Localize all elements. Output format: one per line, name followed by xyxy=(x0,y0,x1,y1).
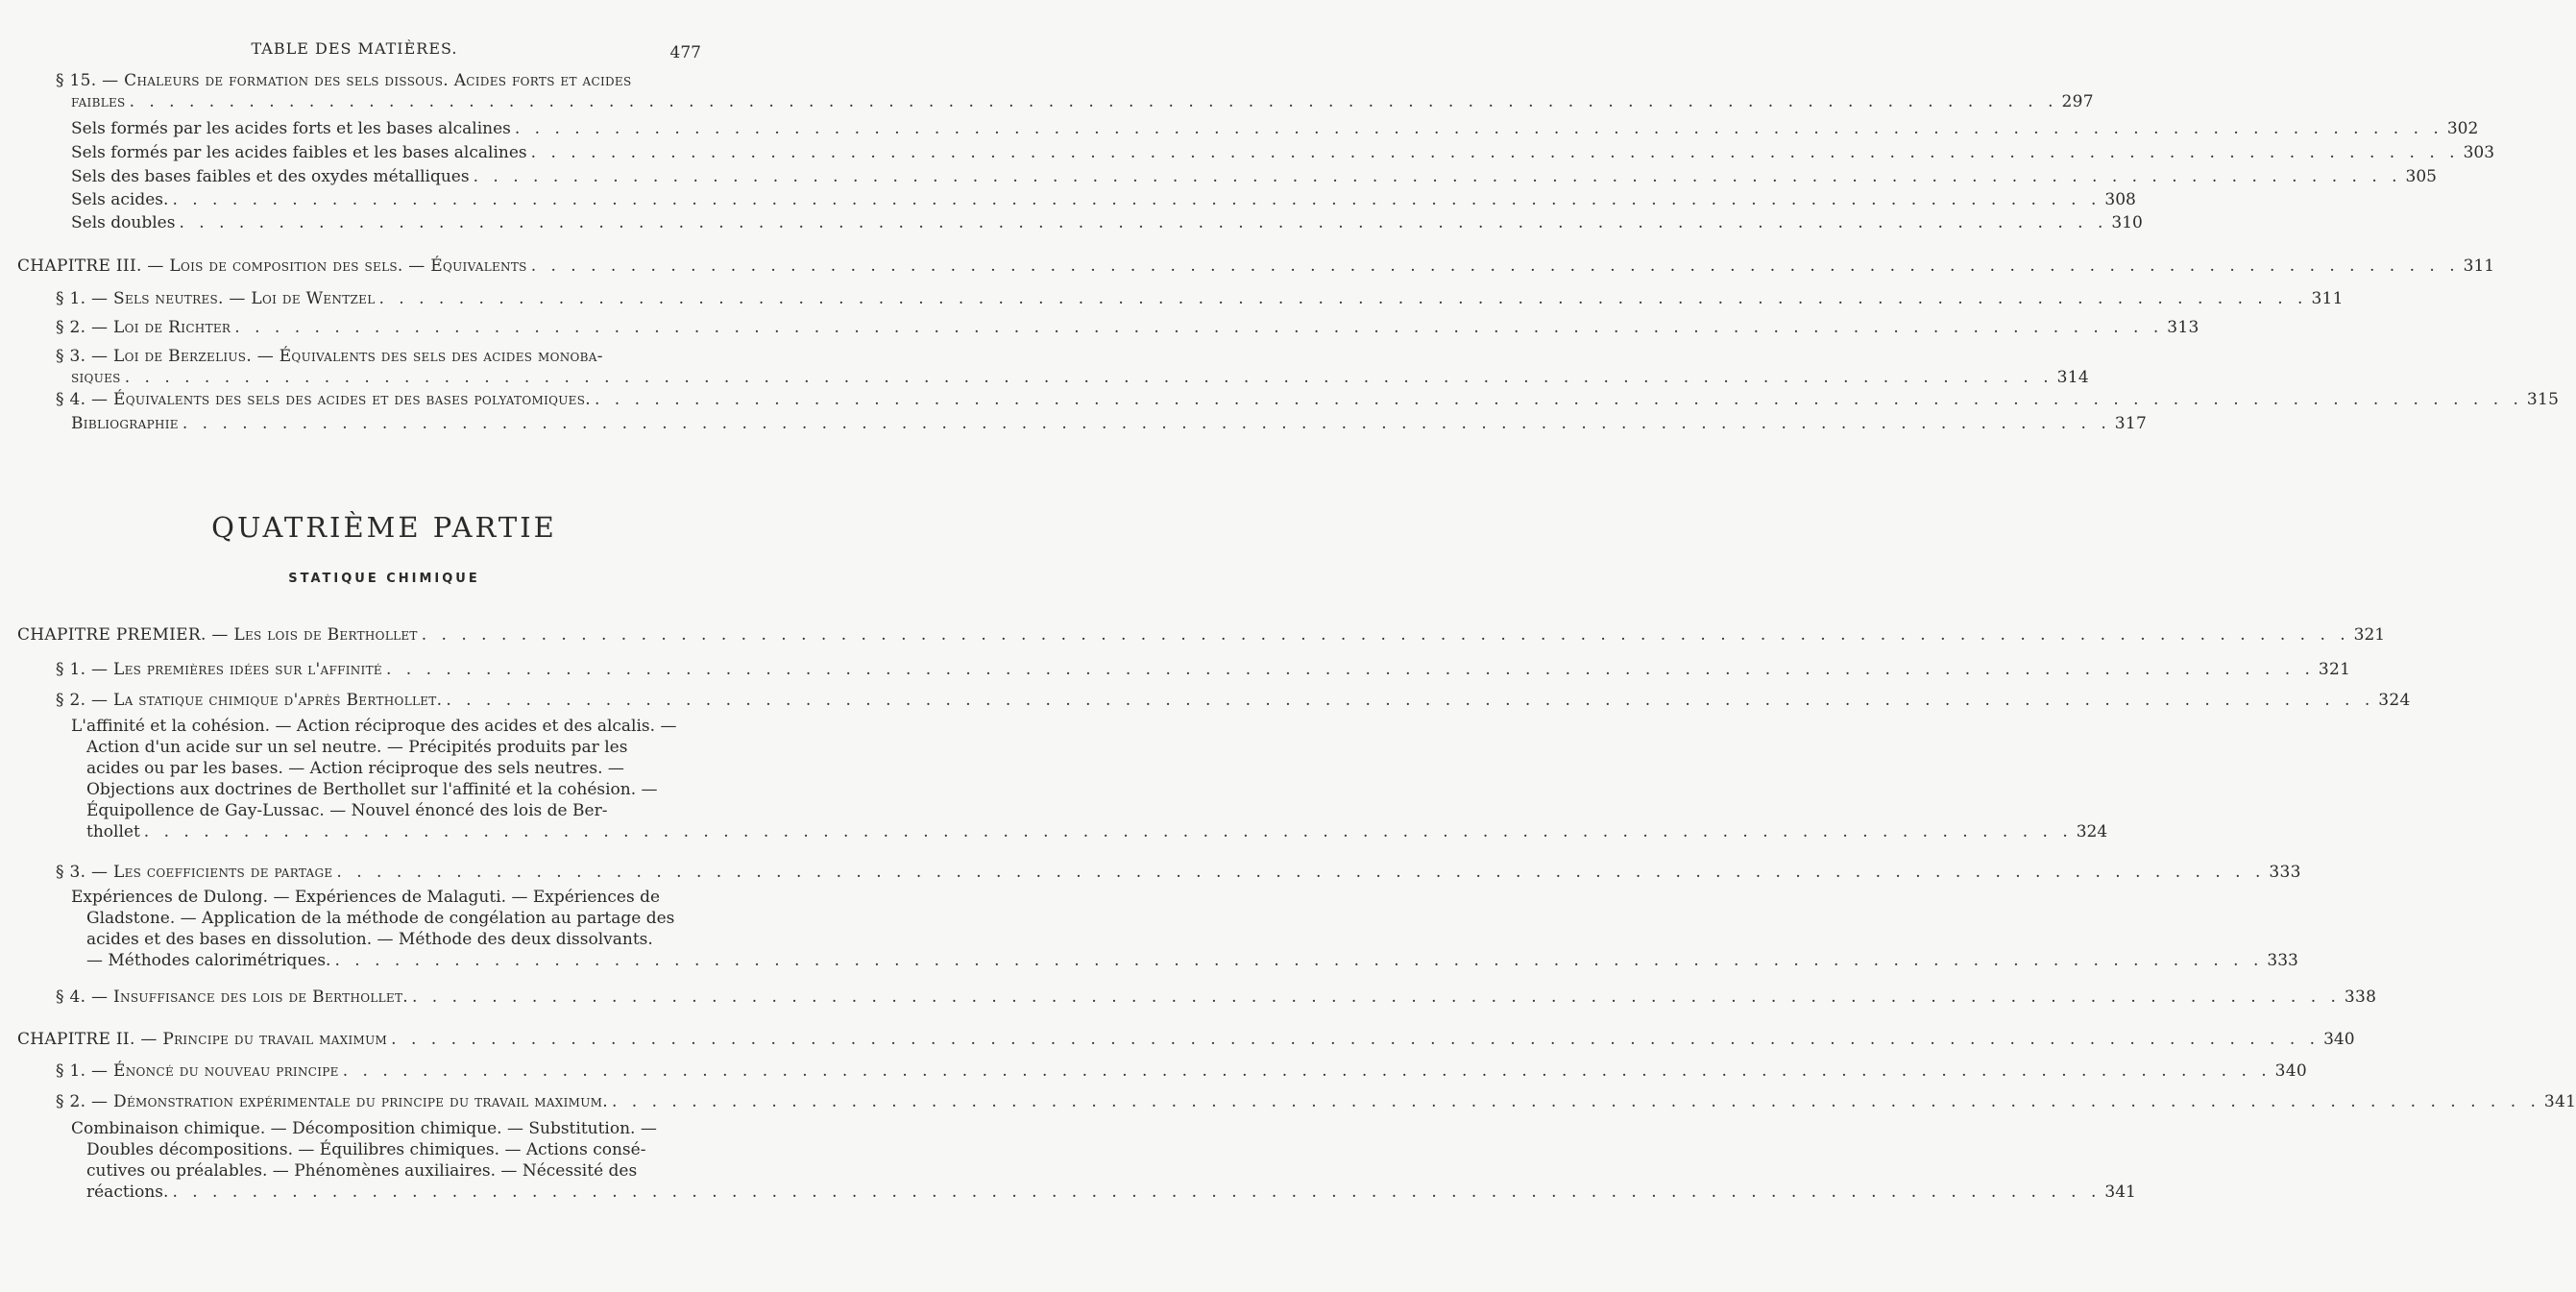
summary-line: Gladstone. — Application de la méthode de congélation au partage des xyxy=(86,909,675,928)
toc-page-number: 324 xyxy=(2076,822,2108,841)
leader-dots: . . . . . . . . . . . . . . . . . . . . . . . . . . . . . . . . . . . . . . . . . . . . . . . . . . . . . . . . . . . . . . . . . . . . . . . . . . . . . . . . . . . . . . . . . . . . . . . . . xyxy=(179,213,2108,232)
toc-entry xyxy=(56,987,2377,1008)
toc-page-number: 333 xyxy=(2269,863,2301,882)
toc-entry-text: § 4. — Insuffisance des lois de Berthollet. xyxy=(56,987,408,1007)
leader-dots: . . . . . . . . . . . . . . . . . . . . . . . . . . . . . . . . . . . . . . . . . . . . . . . . . . . . . . . . . . . . . . . . . . . . . . . . . . . . . . . . . . . . . . . . . . . . . . . . . xyxy=(385,660,2315,679)
toc-entry-text: § 2. — Démonstration expérimentale du principe du travail maximum. xyxy=(56,1092,608,1111)
toc-entry xyxy=(56,1060,2308,1082)
toc-page-number: 305 xyxy=(2405,167,2437,186)
leader-dots: . . . . . . . . . . . . . . . . . . . . . . . . . . . . . . . . . . . . . . . . . . . . . . . . . . . . . . . . . . . . . . . . . . . . . . . . . . . . . . . . . . . . . . . . . . . . . . . . . xyxy=(446,691,2375,710)
summary-line: acides et des bases en dissolution. — Méthode des deux dissolvants. xyxy=(86,930,653,949)
toc-page-number: 311 xyxy=(2311,289,2344,308)
toc-entry xyxy=(56,317,2199,338)
toc-chapter-3 xyxy=(17,256,2495,277)
toc-entry xyxy=(56,288,2344,309)
toc-entry-text: § 1. — Sels neutres. — Loi de Wentzel xyxy=(56,289,376,308)
toc-entry-text: § 3. — Loi de Berzelius. — Équivalents des sels des acides monoba- xyxy=(56,347,603,366)
toc-entry xyxy=(56,1091,2576,1112)
toc-page-number: 321 xyxy=(2353,625,2386,645)
leader-dots: . . . . . . . . . . . . . . . . . . . . . . . . . . . . . . . . . . . . . . . . . . . . . . . . . . . . . . . . . . . . . . . . . . . . . . . . . . . . . . . . . . . . . . . . . . . . . . . . . xyxy=(334,951,2264,970)
leader-dots: . . . . . . . . . . . . . . . . . . . . . . . . . . . . . . . . . . . . . . . . . . . . . . . . . . . . . . . . . . . . . . . . . . . . . . . . . . . . . . . . . . . . . . . . . . . . . . . . . xyxy=(378,289,2308,308)
toc-item-text: Sels acides. xyxy=(71,190,169,209)
toc-entry-text: faibles xyxy=(71,92,126,111)
chapter-title: CHAPITRE III. — Lois de composition des sels. — Équivalents xyxy=(17,256,527,276)
summary-line: réactions. xyxy=(86,1182,169,1202)
toc-summary-paragraph xyxy=(71,716,2108,842)
toc-item-text: Sels formés par les acides forts et les bases alcalines xyxy=(71,119,511,138)
summary-line: cutives ou préalables. — Phénomènes auxiliaires. — Nécessité des xyxy=(86,1161,638,1181)
toc-entry xyxy=(56,862,2301,883)
toc-chapter-2 xyxy=(17,1029,2355,1050)
toc-page-number: 314 xyxy=(2056,368,2089,387)
summary-line: Objections aux doctrines de Berthollet sur l'affinité et la cohésion. — xyxy=(86,780,658,799)
toc-item-text: Sels doubles xyxy=(71,213,176,232)
leader-dots: . . . . . . . . . . . . . . . . . . . . . . . . . . . . . . . . . . . . . . . . . . . . . . . . . . . . . . . . . . . . . . . . . . . . . . . . . . . . . . . . . . . . . . . . . . . . . . . . . xyxy=(172,190,2102,209)
toc-item xyxy=(71,118,2479,139)
toc-entry-text: § 3. — Les coefficients de partage xyxy=(56,863,333,882)
leader-dots: . . . . . . . . . . . . . . . . . . . . . . . . . . . . . . . . . . . . . . . . . . . . . . . . . . . . . . . . . . . . . . . . . . . . . . . . . . . . . . . . . . . . . . . . . . . . . . . . . xyxy=(143,822,2073,841)
toc-item xyxy=(71,212,2143,233)
leader-dots: . . . . . . . . . . . . . . . . . . . . . . . . . . . . . . . . . . . . . . . . . . . . . . . . . . . . . . . . . . . . . . . . . . . . . . . . . . . . . . . . . . . . . . . . . . . . . . . . . xyxy=(530,256,2460,276)
toc-entry-text: § 1. — Énoncé du nouveau principe xyxy=(56,1061,339,1081)
toc-entry-text: siques xyxy=(71,368,121,387)
toc-entry-bibliography xyxy=(71,413,2148,434)
toc-entry xyxy=(56,346,2089,388)
leader-dots: . . . . . . . . . . . . . . . . . . . . . . . . . . . . . . . . . . . . . . . . . . . . . . . . . . . . . . . . . . . . . . . . . . . . . . . . . . . . . . . . . . . . . . . . . . . . . . . . . xyxy=(129,92,2058,111)
leader-dots: . . . . . . . . . . . . . . . . . . . . . . . . . . . . . . . . . . . . . . . . . . . . . . . . . . . . . . . . . . . . . . . . . . . . . . . . . . . . . . . . . . . . . . . . . . . . . . . . . xyxy=(421,625,2350,645)
toc-page-number: 313 xyxy=(2167,318,2199,337)
toc-page-number: 311 xyxy=(2463,256,2495,276)
toc-page-number: 297 xyxy=(2061,92,2094,111)
toc-page-number: 333 xyxy=(2267,951,2298,970)
toc-page-number: 308 xyxy=(2104,190,2136,209)
toc-item-text: Sels formés par les acides faibles et les bases alcalines xyxy=(71,143,527,162)
summary-line: Combinaison chimique. — Décomposition chimique. — Substitution. — xyxy=(71,1119,657,1138)
toc-summary-paragraph xyxy=(71,1118,2136,1203)
toc-page-number: 340 xyxy=(2274,1061,2308,1081)
toc-page-number: 338 xyxy=(2344,987,2377,1007)
toc-page-number: 317 xyxy=(2114,414,2148,433)
toc-page-number: 302 xyxy=(2446,119,2479,138)
toc-page-number: 303 xyxy=(2463,143,2495,162)
leader-dots: . . . . . . . . . . . . . . . . . . . . . . . . . . . . . . . . . . . . . . . . . . . . . . . . . . . . . . . . . . . . . . . . . . . . . . . . . . . . . . . . . . . . . . . . . . . . . . . . . xyxy=(530,143,2460,162)
toc-summary-paragraph xyxy=(71,887,2298,971)
leader-dots: . . . . . . . . . . . . . . . . . . . . . . . . . . . . . . . . . . . . . . . . . . . . . . . . . . . . . . . . . . . . . . . . . . . . . . . . . . . . . . . . . . . . . . . . . . . . . . . . . xyxy=(473,167,2402,186)
summary-line: Équipollence de Gay-Lussac. — Nouvel énoncé des lois de Ber- xyxy=(86,801,608,820)
toc-page-number: 340 xyxy=(2323,1030,2355,1049)
leader-dots: . . . . . . . . . . . . . . . . . . . . . . . . . . . . . . . . . . . . . . . . . . . . . . . . . . . . . . . . . . . . . . . . . . . . . . . . . . . . . . . . . . . . . . . . . . . . . . . . . xyxy=(336,863,2266,882)
header-title: TABLE DES MATIÈRES. xyxy=(251,39,458,58)
running-header xyxy=(0,38,768,61)
toc-entry xyxy=(56,690,2411,711)
toc-chapter-1 xyxy=(17,624,2386,646)
toc-page-number: 341 xyxy=(2543,1092,2576,1111)
toc-entry xyxy=(56,389,2560,410)
leader-dots: . . . . . . . . . . . . . . . . . . . . . . . . . . . . . . . . . . . . . . . . . . . . . . . . . . . . . . . . . . . . . . . . . . . . . . . . . . . . . . . . . . . . . . . . . . . . . . . . . xyxy=(234,318,2164,337)
summary-line: L'affinité et la cohésion. — Action réciproque des acides et des alcalis. — xyxy=(71,717,677,736)
part-subtitle: STATIQUE CHIMIQUE xyxy=(288,572,480,586)
chapter-title: CHAPITRE II. — Principe du travail maximum xyxy=(17,1030,388,1049)
toc-entry xyxy=(56,659,2351,680)
page-number: 477 xyxy=(669,43,701,62)
leader-dots: . . . . . . . . . . . . . . . . . . . . . . . . . . . . . . . . . . . . . . . . . . . . . . . . . . . . . . . . . . . . . . . . . . . . . . . . . . . . . . . . . . . . . . . . . . . . . . . . . xyxy=(514,119,2443,138)
toc-item xyxy=(71,166,2437,187)
toc-item-text: Sels des bases faibles et des oxydes métalliques xyxy=(71,167,470,186)
summary-line: Action d'un acide sur un sel neutre. — Précipités produits par les xyxy=(86,738,628,757)
leader-dots: . . . . . . . . . . . . . . . . . . . . . . . . . . . . . . . . . . . . . . . . . . . . . . . . . . . . . . . . . . . . . . . . . . . . . . . . . . . . . . . . . . . . . . . . . . . . . . . . . xyxy=(124,368,2054,387)
summary-line: acides ou par les bases. — Action réciproque des sels neutres. — xyxy=(86,759,624,778)
toc-item xyxy=(71,189,2136,210)
toc-page-number: 324 xyxy=(2378,691,2411,710)
leader-dots: . . . . . . . . . . . . . . . . . . . . . . . . . . . . . . . . . . . . . . . . . . . . . . . . . . . . . . . . . . . . . . . . . . . . . . . . . . . . . . . . . . . . . . . . . . . . . . . . . xyxy=(594,390,2523,409)
toc-entry-s15 xyxy=(56,70,2094,112)
leader-dots: . . . . . . . . . . . . . . . . . . . . . . . . . . . . . . . . . . . . . . . . . . . . . . . . . . . . . . . . . . . . . . . . . . . . . . . . . . . . . . . . . . . . . . . . . . . . . . . . . xyxy=(391,1030,2321,1049)
leader-dots: . . . . . . . . . . . . . . . . . . . . . . . . . . . . . . . . . . . . . . . . . . . . . . . . . . . . . . . . . . . . . . . . . . . . . . . . . . . . . . . . . . . . . . . . . . . . . . . . . xyxy=(172,1182,2102,1202)
leader-dots: . . . . . . . . . . . . . . . . . . . . . . . . . . . . . . . . . . . . . . . . . . . . . . . . . . . . . . . . . . . . . . . . . . . . . . . . . . . . . . . . . . . . . . . . . . . . . . . . . xyxy=(182,414,2111,433)
chapter-title: CHAPITRE PREMIER. — Les lois de Berthollet xyxy=(17,625,418,645)
toc-item xyxy=(71,142,2495,163)
summary-line: Doubles décompositions. — Équilibres chimiques. — Actions consé- xyxy=(86,1140,646,1159)
toc-page-number: 315 xyxy=(2526,390,2560,409)
toc-entry-text: § 4. — Équivalents des sels des acides et des bases polyatomiques. xyxy=(56,390,591,409)
toc-page-number: 310 xyxy=(2111,213,2143,232)
leader-dots: . . . . . . . . . . . . . . . . . . . . . . . . . . . . . . . . . . . . . . . . . . . . . . . . . . . . . . . . . . . . . . . . . . . . . . . . . . . . . . . . . . . . . . . . . . . . . . . . . xyxy=(342,1061,2272,1081)
toc-entry-text: § 15. — Chaleurs de formation des sels dissous. Acides forts et acides xyxy=(56,71,632,90)
toc-entry-text: Bibliographie xyxy=(71,414,179,433)
toc-entry-text: § 2. — La statique chimique d'après Berthollet. xyxy=(56,691,443,710)
toc-entry-text: § 2. — Loi de Richter xyxy=(56,318,231,337)
toc-entry-text: § 1. — Les premières idées sur l'affinité xyxy=(56,660,382,679)
part-title: QUATRIÈME PARTIE xyxy=(211,511,557,544)
summary-line: thollet xyxy=(86,822,140,841)
toc-page-number: 321 xyxy=(2318,660,2351,679)
toc-page-number: 341 xyxy=(2104,1182,2136,1202)
leader-dots: . . . . . . . . . . . . . . . . . . . . . . . . . . . . . . . . . . . . . . . . . . . . . . . . . . . . . . . . . . . . . . . . . . . . . . . . . . . . . . . . . . . . . . . . . . . . . . . . . xyxy=(411,987,2341,1007)
leader-dots: . . . . . . . . . . . . . . . . . . . . . . . . . . . . . . . . . . . . . . . . . . . . . . . . . . . . . . . . . . . . . . . . . . . . . . . . . . . . . . . . . . . . . . . . . . . . . . . . . xyxy=(611,1092,2540,1111)
summary-line: Expériences de Dulong. — Expériences de Malaguti. — Expériences de xyxy=(71,888,661,907)
summary-line: — Méthodes calorimétriques. xyxy=(86,951,331,970)
